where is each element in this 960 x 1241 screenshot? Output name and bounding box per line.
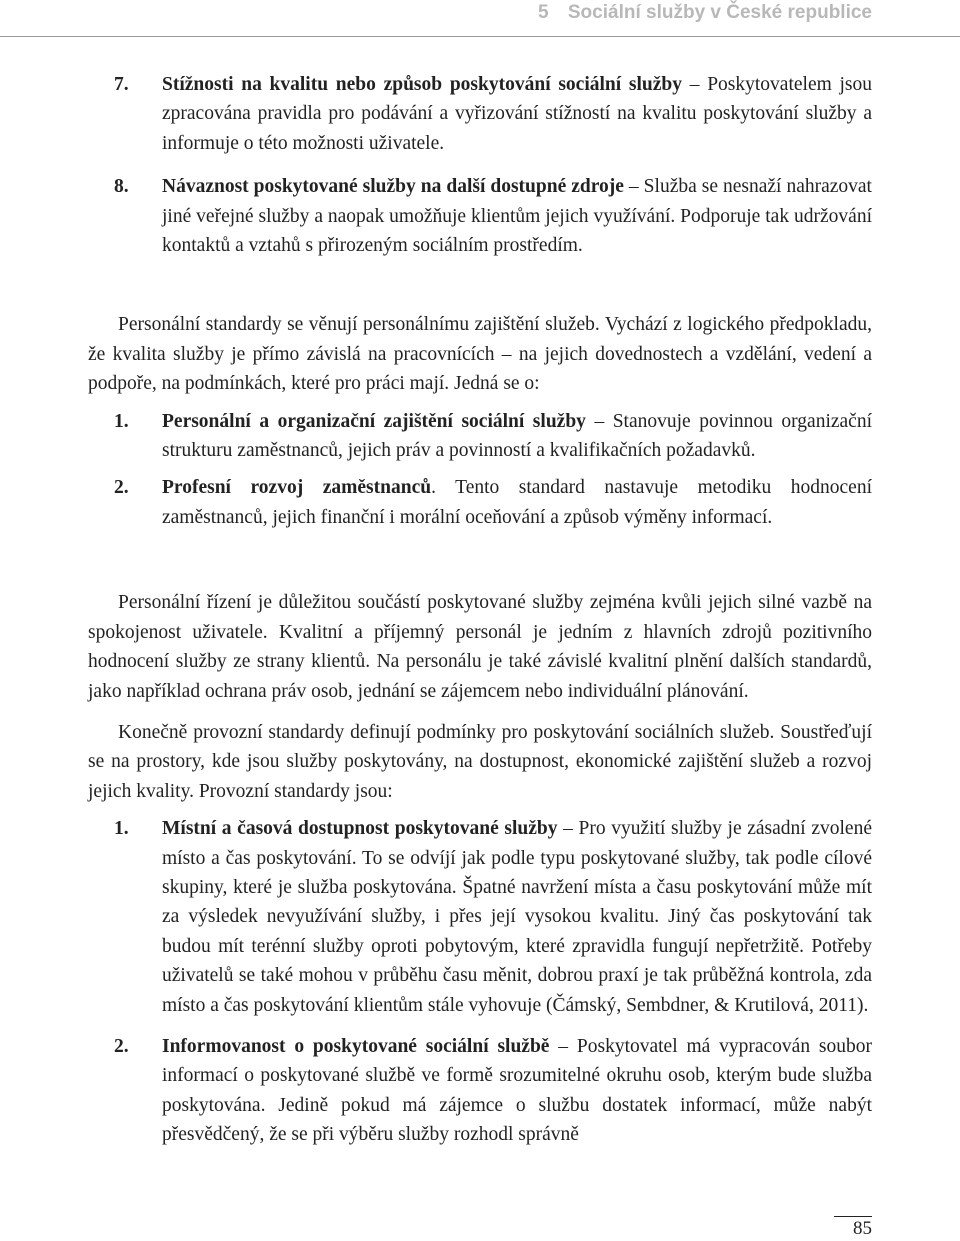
paragraph-personal-management: Personální řízení je důležitou součástí poskytované služby zejména kvůli jejich silné vazbě na spokojenost uživatele. Kvalitní a příjemný personál je jedním z hlavních zdrojů pozitivního hodnocení služby ze strany klientů. Na personálu je také závislé kvalitní plnění dalších standardů, jako například ochrana práv osob, jednání se zájemcem nebo individuální plánování. xyxy=(88,592,872,702)
list-item-operational-1 xyxy=(88,814,872,1020)
page-number: 85 xyxy=(853,1218,872,1239)
list-item-title: Místní a časová dostupnost poskytované služby xyxy=(162,818,558,840)
chapter-number: 5 xyxy=(538,2,549,23)
page-body xyxy=(88,70,872,1150)
list-item-7 xyxy=(88,70,872,158)
chapter-title: Sociální služby v České republice xyxy=(567,2,872,23)
list-number: 1. xyxy=(114,410,129,432)
running-header xyxy=(0,0,960,36)
list-item-title: Stížnosti na kvalitu nebo způsob poskytování sociální služby xyxy=(162,74,683,95)
footer-rule xyxy=(834,1216,872,1217)
list-number: 2. xyxy=(114,1035,129,1057)
list-item-personal-2 xyxy=(88,473,872,532)
header-text xyxy=(538,2,872,24)
list-number: 1. xyxy=(114,818,129,840)
list-item-text: – Služba se nesnaží nahrazovat jiné veřejné služby a naopak umožňuje klientům jejich využívání. Podporuje tak udržování kontaktů a vztahů s přirozeným sociálním prostředím. xyxy=(162,176,872,257)
list-item-text: – Poskytovatel má vypracován soubor informací o poskytované službě ve formě srozumitelné okruhu osob, kterým bude služba poskytována. Jedině pokud má zájemce o službu dostatek informací, může nabýt přesvědčený, že se při výběru služby rozhodl správně xyxy=(162,1035,872,1146)
list-item-text: – Stanovuje povinnou organizační strukturu zaměstnanců, jejich práv a povinností a kvalifikačních požadavků. xyxy=(162,410,872,462)
list-number: 7. xyxy=(114,74,129,95)
list-item-title: Profesní rozvoj zaměstnanců xyxy=(162,477,432,499)
list-item-personal-1 xyxy=(88,407,872,466)
list-item-title: Informovanost o poskytované sociální službě xyxy=(162,1035,550,1057)
list-number: 2. xyxy=(114,477,129,499)
list-item-title: Personální a organizační zajištění sociální služby xyxy=(162,410,586,432)
list-item-8 xyxy=(88,172,872,260)
list-item-operational-2 xyxy=(88,1032,872,1150)
list-item-text: – Poskytovatelem jsou zpracována pravidla pro podávání a vyřizování stížností na kvalitu poskytování služby a informuje o této možnosti uživatele. xyxy=(162,74,872,154)
list-item-text: – Pro využití služby je zásadní zvolené místo a čas poskytování. To se odvíjí jak podle typu poskytované služby, tak podle cílové skupiny, které je služba poskytována. Špatné navržení místa a času poskytování může mít za výsledek nevyužívání služby, i přes její vysokou kvalitu. Jiný čas poskytování tak budou mít terénní služby oproti pobytovým, které zpravidla fungují nepřetržitě. Potřeby uživatelů se také mohou v průběhu času měnit, dobrou praxí je tak průběžná kontrola, zda místo a čas poskytování klientům stále vyhovuje (Čámský, Sembdner, & Krutilová, 2011). xyxy=(162,818,872,1016)
list-item-text: . Tento standard nastavuje metodiku hodnocení zaměstnanců, jejich finanční i morální oceňování a způsob výměny informací. xyxy=(162,477,872,528)
list-number: 8. xyxy=(114,176,129,198)
header-rule xyxy=(0,36,960,37)
paragraph-operational-standards: Konečně provozní standardy definují podmínky pro poskytování sociálních služeb. Soustřeďují se na prostory, kde jsou služby poskytovány, na dostupnost, ekonomické zajištění služeb a rozvoj jejich kvality. Provozní standardy jsou: xyxy=(88,721,872,802)
paragraph-personal-standards: Personální standardy se věnují personálnímu zajištění služeb. Vychází z logického předpokladu, že kvalita služby je přímo závislá na pracovnících – na jejich dovednostech a vzdělání, vedení a podpoře, na podmínkách, které pro práci mají. Jedná se o: xyxy=(88,314,872,395)
list-item-title: Návaznost poskytované služby na další dostupné zdroje xyxy=(162,176,624,198)
